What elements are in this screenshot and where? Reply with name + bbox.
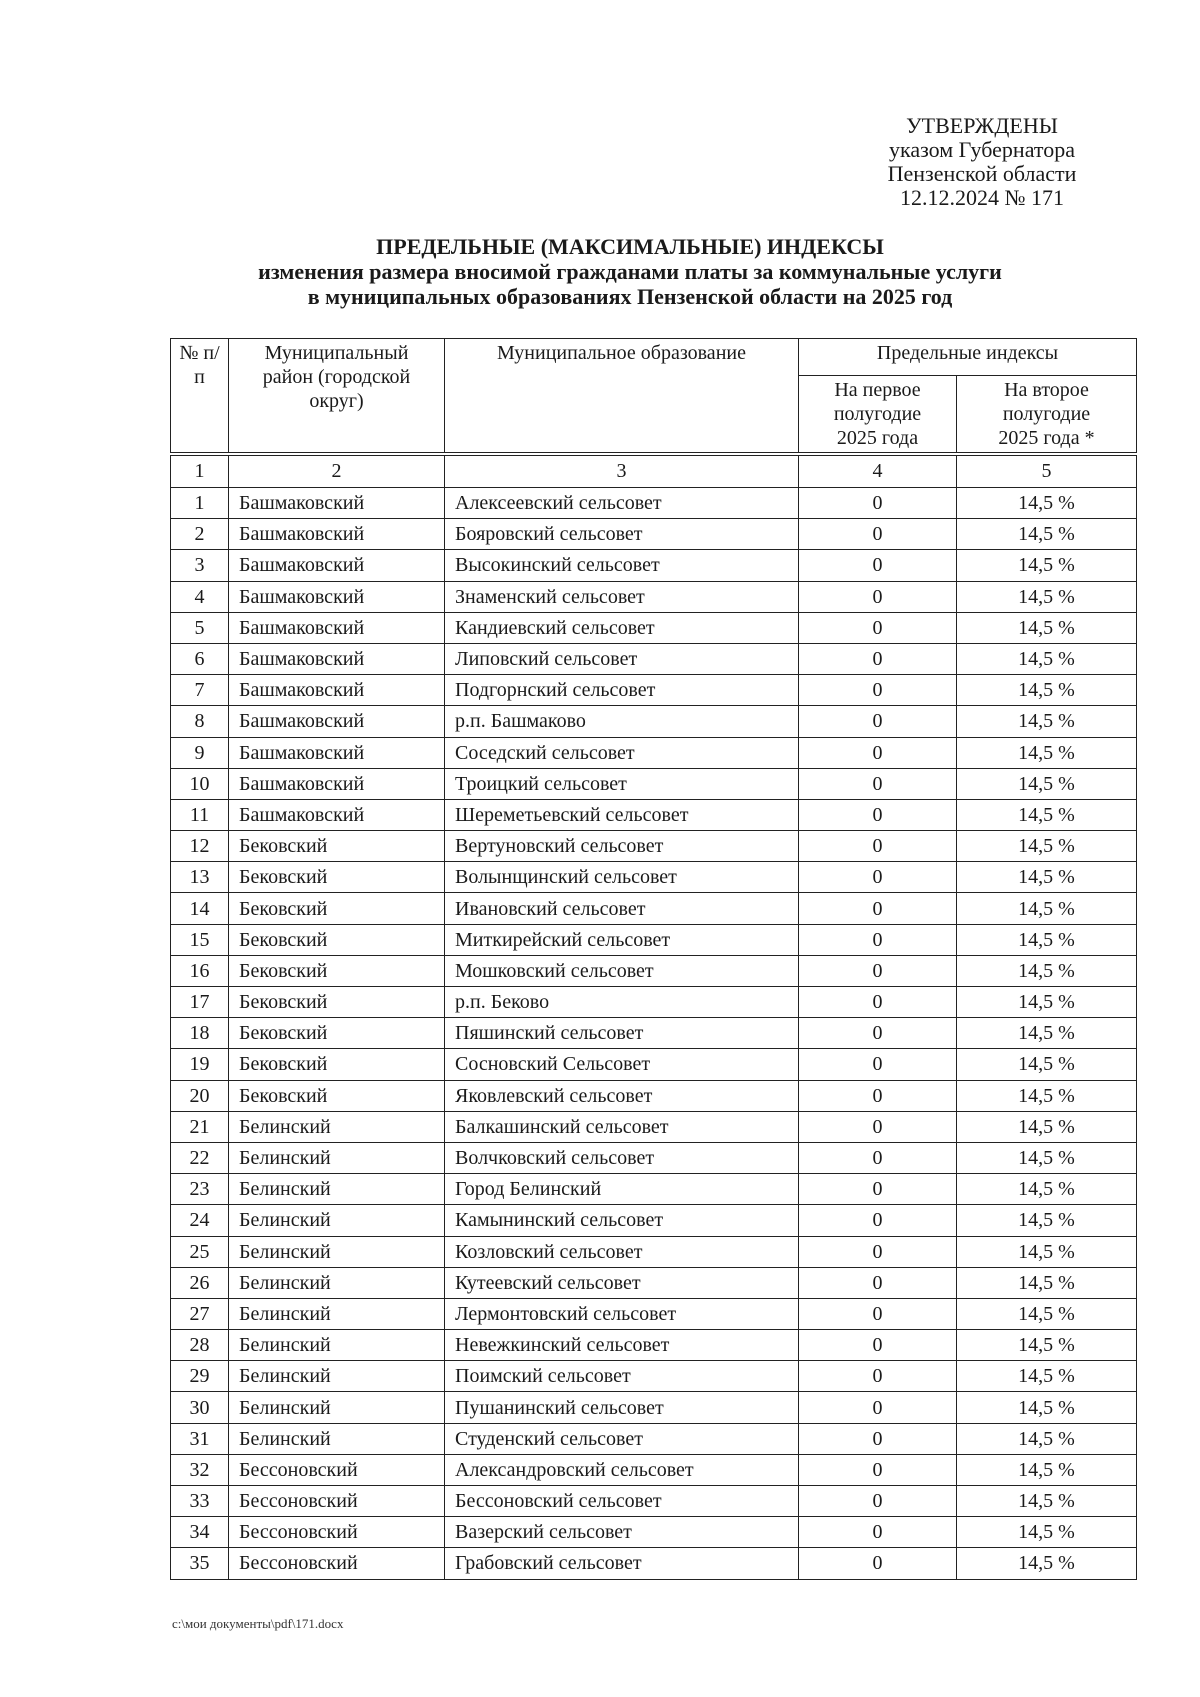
first-half-index: 0 <box>799 1361 957 1392</box>
row-number: 19 <box>171 1049 229 1080</box>
second-half-index: 14,5 % <box>957 893 1137 924</box>
table-row <box>171 1236 1137 1267</box>
header-municipality <box>445 339 799 453</box>
municipality-name: Знаменский сельсовет <box>445 581 799 612</box>
column-number: 2 <box>229 456 445 488</box>
row-number: 14 <box>171 893 229 924</box>
first-half-index: 0 <box>799 1111 957 1142</box>
municipality-name: Троицкий сельсовет <box>445 768 799 799</box>
header-indices <box>799 339 1137 376</box>
municipality-name: Бессоновский сельсовет <box>445 1486 799 1517</box>
district-name: Бековский <box>229 924 445 955</box>
indices-table <box>170 338 1137 1580</box>
table-row <box>171 1111 1137 1142</box>
first-half-index: 0 <box>799 955 957 986</box>
first-half-index: 0 <box>799 1392 957 1423</box>
municipality-name: Студенский сельсовет <box>445 1423 799 1454</box>
district-name: Башмаковский <box>229 799 445 830</box>
row-number: 23 <box>171 1174 229 1205</box>
table-row <box>171 1517 1137 1548</box>
header-municipality-label: Муниципальное образование <box>497 342 746 364</box>
district-name: Бековский <box>229 862 445 893</box>
municipality-name: Александровский сельсовет <box>445 1454 799 1485</box>
approval-authority: указом Губернатора <box>888 137 1075 162</box>
row-number: 31 <box>171 1423 229 1454</box>
row-number: 32 <box>171 1454 229 1485</box>
table-row <box>171 1423 1137 1454</box>
district-name: Бековский <box>229 1049 445 1080</box>
table-row <box>171 1205 1137 1236</box>
table-row <box>171 768 1137 799</box>
row-number: 17 <box>171 987 229 1018</box>
municipality-name: Алексеевский сельсовет <box>445 488 799 519</box>
second-half-index: 14,5 % <box>957 862 1137 893</box>
first-half-index: 0 <box>799 1423 957 1454</box>
approval-date-number: 12.12.2024 № 171 <box>900 185 1064 210</box>
second-half-index: 14,5 % <box>957 1142 1137 1173</box>
row-number: 7 <box>171 675 229 706</box>
first-half-index: 0 <box>799 737 957 768</box>
row-number: 27 <box>171 1298 229 1329</box>
municipality-name: Балкашинский сельсовет <box>445 1111 799 1142</box>
table-row <box>171 1174 1137 1205</box>
municipality-name: Подгорнский сельсовет <box>445 675 799 706</box>
district-name: Башмаковский <box>229 612 445 643</box>
row-number: 6 <box>171 643 229 674</box>
column-number: 1 <box>171 456 229 488</box>
district-name: Бековский <box>229 893 445 924</box>
row-number: 8 <box>171 706 229 737</box>
title-line-1: ПРЕДЕЛЬНЫЕ (МАКСИМАЛЬНЫЕ) ИНДЕКСЫ <box>376 234 884 259</box>
row-number: 18 <box>171 1018 229 1049</box>
district-name: Башмаковский <box>229 737 445 768</box>
district-name: Башмаковский <box>229 581 445 612</box>
district-name: Белинский <box>229 1392 445 1423</box>
district-name: Башмаковский <box>229 519 445 550</box>
first-half-index: 0 <box>799 799 957 830</box>
header-district <box>229 339 445 453</box>
row-number: 28 <box>171 1330 229 1361</box>
first-half-index: 0 <box>799 488 957 519</box>
district-name: Белинский <box>229 1298 445 1329</box>
municipality-name: Невежкинский сельсовет <box>445 1330 799 1361</box>
row-number: 33 <box>171 1486 229 1517</box>
table-row <box>171 1454 1137 1485</box>
municipality-name: р.п. Беково <box>445 987 799 1018</box>
district-name: Бессоновский <box>229 1517 445 1548</box>
second-half-index: 14,5 % <box>957 1267 1137 1298</box>
table-row <box>171 924 1137 955</box>
second-half-index: 14,5 % <box>957 675 1137 706</box>
municipality-name: Липовский сельсовет <box>445 643 799 674</box>
district-name: Бековский <box>229 831 445 862</box>
first-half-index: 0 <box>799 675 957 706</box>
header-first-half-label: На первое полугодие 2025 года <box>833 379 922 449</box>
table-row <box>171 1018 1137 1049</box>
first-half-index: 0 <box>799 612 957 643</box>
table-row <box>171 643 1137 674</box>
header-indices-label: Предельные индексы <box>876 342 1059 364</box>
second-half-index: 14,5 % <box>957 831 1137 862</box>
municipality-name: Город Белинский <box>445 1174 799 1205</box>
municipality-name: Кутеевский сельсовет <box>445 1267 799 1298</box>
table-row <box>171 1049 1137 1080</box>
row-number: 9 <box>171 737 229 768</box>
second-half-index: 14,5 % <box>957 1236 1137 1267</box>
title-line-3: в муниципальных образованиях Пензенской области на 2025 год <box>307 284 953 309</box>
first-half-index: 0 <box>799 987 957 1018</box>
second-half-index: 14,5 % <box>957 550 1137 581</box>
row-number: 30 <box>171 1392 229 1423</box>
second-half-index: 14,5 % <box>957 1361 1137 1392</box>
municipality-name: Кандиевский сельсовет <box>445 612 799 643</box>
row-number: 22 <box>171 1142 229 1173</box>
document-title <box>150 234 1110 309</box>
district-name: Белинский <box>229 1205 445 1236</box>
first-half-index: 0 <box>799 581 957 612</box>
table-row <box>171 706 1137 737</box>
row-number: 5 <box>171 612 229 643</box>
district-name: Бековский <box>229 1080 445 1111</box>
row-number: 12 <box>171 831 229 862</box>
table-row <box>171 1298 1137 1329</box>
municipality-name: Яковлевский сельсовет <box>445 1080 799 1111</box>
header-second-half <box>957 376 1137 453</box>
district-name: Бековский <box>229 955 445 986</box>
column-number: 5 <box>957 456 1137 488</box>
district-name: Башмаковский <box>229 706 445 737</box>
title-line-2: изменения размера вносимой гражданами платы за коммунальные услуги <box>258 259 1002 284</box>
district-name: Белинский <box>229 1111 445 1142</box>
second-half-index: 14,5 % <box>957 1330 1137 1361</box>
header-district-label: Муниципальный район (городской округ) <box>262 342 411 412</box>
first-half-index: 0 <box>799 1174 957 1205</box>
table-row <box>171 955 1137 986</box>
table-row <box>171 799 1137 830</box>
header-num <box>171 339 229 453</box>
municipality-name: Соседский сельсовет <box>445 737 799 768</box>
first-half-index: 0 <box>799 768 957 799</box>
district-name: Белинский <box>229 1236 445 1267</box>
second-half-index: 14,5 % <box>957 987 1137 1018</box>
first-half-index: 0 <box>799 1267 957 1298</box>
table-row <box>171 1330 1137 1361</box>
municipality-name: Волчковский сельсовет <box>445 1142 799 1173</box>
second-half-index: 14,5 % <box>957 955 1137 986</box>
first-half-index: 0 <box>799 1018 957 1049</box>
row-number: 10 <box>171 768 229 799</box>
district-name: Белинский <box>229 1330 445 1361</box>
first-half-index: 0 <box>799 1486 957 1517</box>
municipality-name: Миткирейский сельсовет <box>445 924 799 955</box>
first-half-index: 0 <box>799 924 957 955</box>
first-half-index: 0 <box>799 1330 957 1361</box>
municipality-name: Грабовский сельсовет <box>445 1548 799 1579</box>
district-name: Башмаковский <box>229 768 445 799</box>
second-half-index: 14,5 % <box>957 1392 1137 1423</box>
file-path-footer: c:\мои документы\pdf\171.docx <box>172 1616 344 1631</box>
second-half-index: 14,5 % <box>957 1423 1137 1454</box>
second-half-index: 14,5 % <box>957 768 1137 799</box>
first-half-index: 0 <box>799 1454 957 1485</box>
district-name: Белинский <box>229 1142 445 1173</box>
district-name: Белинский <box>229 1423 445 1454</box>
district-name: Бессоновский <box>229 1548 445 1579</box>
second-half-index: 14,5 % <box>957 612 1137 643</box>
first-half-index: 0 <box>799 550 957 581</box>
municipality-name: Поимский сельсовет <box>445 1361 799 1392</box>
first-half-index: 0 <box>799 706 957 737</box>
table-row <box>171 550 1137 581</box>
second-half-index: 14,5 % <box>957 1517 1137 1548</box>
row-number: 26 <box>171 1267 229 1298</box>
row-number: 1 <box>171 488 229 519</box>
first-half-index: 0 <box>799 1236 957 1267</box>
table-row <box>171 488 1137 519</box>
table-row <box>171 1392 1137 1423</box>
table-row <box>171 737 1137 768</box>
table-row <box>171 1267 1137 1298</box>
first-half-index: 0 <box>799 1205 957 1236</box>
row-number: 20 <box>171 1080 229 1111</box>
table-row <box>171 1142 1137 1173</box>
row-number: 25 <box>171 1236 229 1267</box>
second-half-index: 14,5 % <box>957 581 1137 612</box>
first-half-index: 0 <box>799 519 957 550</box>
municipality-name: Мошковский сельсовет <box>445 955 799 986</box>
second-half-index: 14,5 % <box>957 1486 1137 1517</box>
district-name: Бессоновский <box>229 1454 445 1485</box>
table-row <box>171 1361 1137 1392</box>
second-half-index: 14,5 % <box>957 519 1137 550</box>
district-name: Башмаковский <box>229 550 445 581</box>
district-name: Башмаковский <box>229 675 445 706</box>
header-first-half <box>799 376 957 453</box>
second-half-index: 14,5 % <box>957 1080 1137 1111</box>
table-row <box>171 581 1137 612</box>
column-number: 3 <box>445 456 799 488</box>
first-half-index: 0 <box>799 643 957 674</box>
row-number: 21 <box>171 1111 229 1142</box>
district-name: Белинский <box>229 1361 445 1392</box>
row-number: 29 <box>171 1361 229 1392</box>
table-row <box>171 831 1137 862</box>
second-half-index: 14,5 % <box>957 643 1137 674</box>
table-row <box>171 1486 1137 1517</box>
second-half-index: 14,5 % <box>957 1018 1137 1049</box>
second-half-index: 14,5 % <box>957 924 1137 955</box>
municipality-name: Ивановский сельсовет <box>445 893 799 924</box>
first-half-index: 0 <box>799 1298 957 1329</box>
municipality-name: Бояровский сельсовет <box>445 519 799 550</box>
row-number: 15 <box>171 924 229 955</box>
row-number: 3 <box>171 550 229 581</box>
approval-heading: УТВЕРЖДЕНЫ <box>906 113 1058 138</box>
municipality-name: Высокинский сельсовет <box>445 550 799 581</box>
row-number: 24 <box>171 1205 229 1236</box>
municipality-name: Пяшинский сельсовет <box>445 1018 799 1049</box>
row-number: 11 <box>171 799 229 830</box>
second-half-index: 14,5 % <box>957 1298 1137 1329</box>
table-row <box>171 675 1137 706</box>
second-half-index: 14,5 % <box>957 706 1137 737</box>
row-number: 35 <box>171 1548 229 1579</box>
table-row <box>171 987 1137 1018</box>
district-name: Бессоновский <box>229 1486 445 1517</box>
row-number: 34 <box>171 1517 229 1548</box>
first-half-index: 0 <box>799 1548 957 1579</box>
second-half-index: 14,5 % <box>957 1205 1137 1236</box>
header-second-half-label: На второе полугодие 2025 года * <box>998 379 1095 449</box>
table-row <box>171 893 1137 924</box>
approval-stamp <box>862 114 1102 210</box>
first-half-index: 0 <box>799 1049 957 1080</box>
municipality-name: Вазерский сельсовет <box>445 1517 799 1548</box>
row-number: 4 <box>171 581 229 612</box>
row-number: 2 <box>171 519 229 550</box>
first-half-index: 0 <box>799 1142 957 1173</box>
table-row <box>171 519 1137 550</box>
approval-region: Пензенской области <box>887 161 1077 186</box>
row-number: 16 <box>171 955 229 986</box>
first-half-index: 0 <box>799 1517 957 1548</box>
district-name: Башмаковский <box>229 643 445 674</box>
municipality-name: Вертуновский сельсовет <box>445 831 799 862</box>
table-row <box>171 1548 1137 1579</box>
column-number: 4 <box>799 456 957 488</box>
second-half-index: 14,5 % <box>957 799 1137 830</box>
first-half-index: 0 <box>799 862 957 893</box>
municipality-name: Пушанинский сельсовет <box>445 1392 799 1423</box>
district-name: Белинский <box>229 1174 445 1205</box>
municipality-name: Волынщинский сельсовет <box>445 862 799 893</box>
first-half-index: 0 <box>799 1080 957 1111</box>
district-name: Бековский <box>229 987 445 1018</box>
row-number: 13 <box>171 862 229 893</box>
municipality-name: Лермонтовский сельсовет <box>445 1298 799 1329</box>
district-name: Башмаковский <box>229 488 445 519</box>
second-half-index: 14,5 % <box>957 488 1137 519</box>
second-half-index: 14,5 % <box>957 1548 1137 1579</box>
second-half-index: 14,5 % <box>957 737 1137 768</box>
table-body <box>171 488 1137 1580</box>
municipality-name: Сосновский Сельсовет <box>445 1049 799 1080</box>
table-row <box>171 612 1137 643</box>
second-half-index: 14,5 % <box>957 1174 1137 1205</box>
municipality-name: р.п. Башмаково <box>445 706 799 737</box>
district-name: Белинский <box>229 1267 445 1298</box>
municipality-name: Козловский сельсовет <box>445 1236 799 1267</box>
table-row <box>171 1080 1137 1111</box>
second-half-index: 14,5 % <box>957 1049 1137 1080</box>
first-half-index: 0 <box>799 893 957 924</box>
header-num-label: № п/п <box>179 342 220 388</box>
table-row <box>171 862 1137 893</box>
second-half-index: 14,5 % <box>957 1454 1137 1485</box>
municipality-name: Камынинский сельсовет <box>445 1205 799 1236</box>
municipality-name: Шереметьевский сельсовет <box>445 799 799 830</box>
district-name: Бековский <box>229 1018 445 1049</box>
first-half-index: 0 <box>799 831 957 862</box>
second-half-index: 14,5 % <box>957 1111 1137 1142</box>
